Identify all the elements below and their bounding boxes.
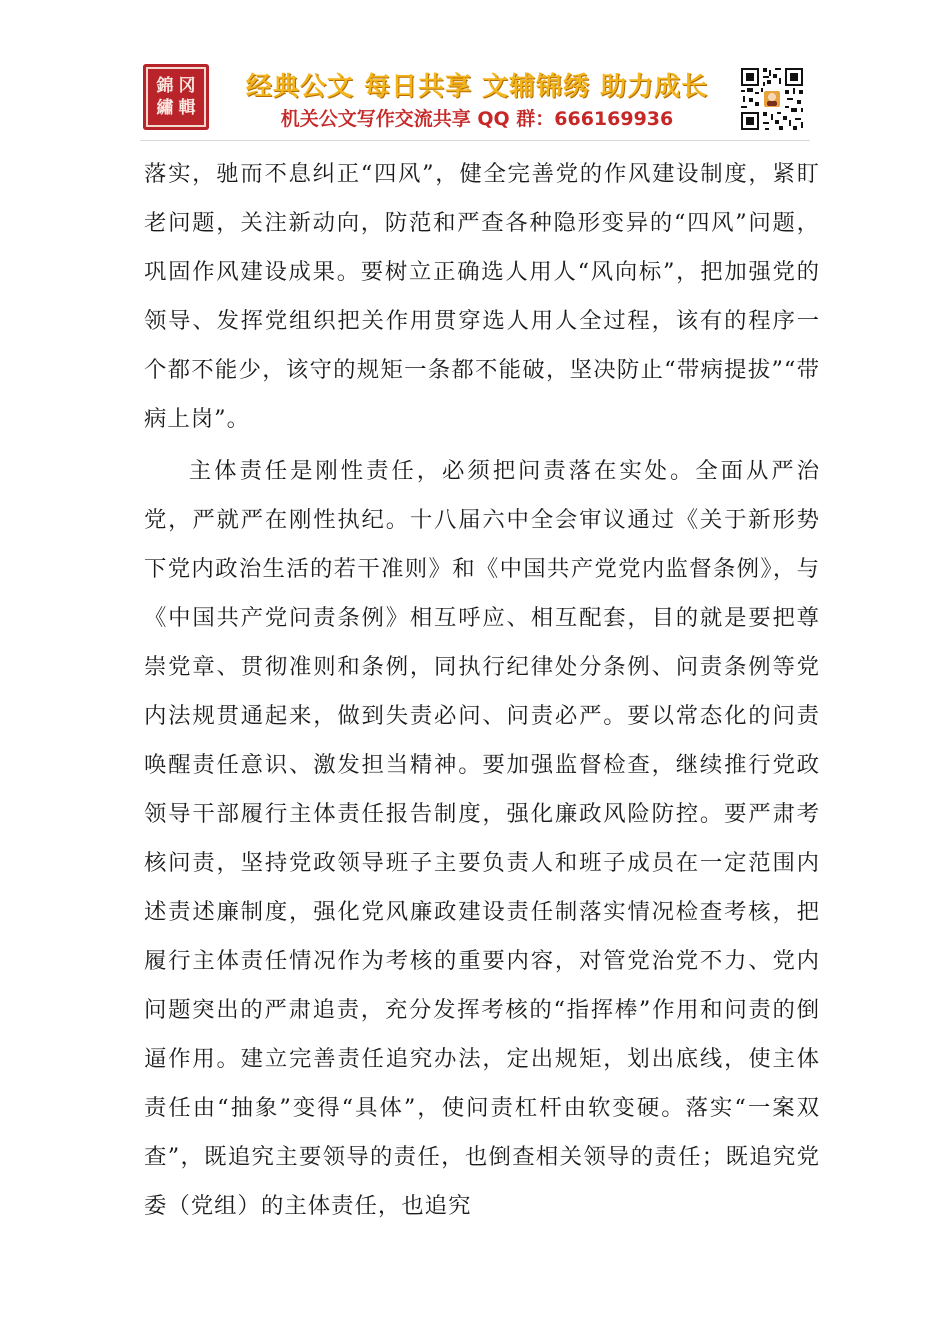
page-header [0, 0, 950, 140]
header-slogan: 经典公文 每日共享 文辅锦绣 助力成长 [245, 72, 709, 102]
logo-char: 輯 [178, 97, 196, 118]
header-qq-group: 机关公文写作交流共享 QQ 群：666169936 [280, 108, 674, 130]
brand-logo [143, 64, 209, 130]
header-divider [140, 140, 810, 141]
document-body [144, 150, 820, 1231]
paragraph-accountability: 主体责任是刚性责任，必须把问责落在实处。全面从严治党，严就严在刚性执纪。十八届六中全会审议通过《关于新形势下党内政治生活的若干准则》和《中国共产党党内监督条例》，与《中国共产党问责条例》相互呼应、相互配套，目的就是要把尊崇党章、贯彻准则和条例，同执行纪律处分条例、问责条例等党内法规贯通起来，做到失责必问、问责必严。要以常态化的问责唤醒责任意识、激发担当精神。要加强监督检查，继续推行党政领导干部履行主体责任报告制度，强化廉政风险防控。要严肃考核问责，坚持党政领导班子主要负责人和班子成员在一定范围内述责述廉制度，强化党风廉政建设责任制落实情况检查考核，把履行主体责任情况作为考核的重要内容，对管党治党不力、党内问题突出的严肃追责，充分发挥考核的“指挥棒”作用和问责的倒逼作用。建立完善责任追究办法，定出规矩，划出底线，使主体责任由“抽象”变得“具体”，使问责杠杆由软变硬。落实“一案双查”，既追究主要领导的责任，也倒查相关领导的责任；既追究党委（党组）的主体责任，也追究 [144, 458, 820, 1219]
logo-seal-characters [155, 76, 197, 118]
logo-char: 冈 [178, 75, 196, 96]
paragraph-continued: 落实，驰而不息纠正“四风”，健全完善党的作风建设制度，紧盯老问题，关注新动向，防范和严查各种隐形变异的“四风”问题，巩固作风建设成果。要树立正确选人用人“风向标”，把加强党的领导、发挥党组织把关作用贯穿选人用人全过程，该有的程序一个都不能少，该守的规矩一条都不能破，坚决防止“带病提拔”“带病上岗”。 [144, 161, 820, 432]
logo-char: 錦 [156, 75, 174, 96]
logo-char: 繡 [156, 97, 174, 118]
qr-code-icon [739, 66, 805, 132]
